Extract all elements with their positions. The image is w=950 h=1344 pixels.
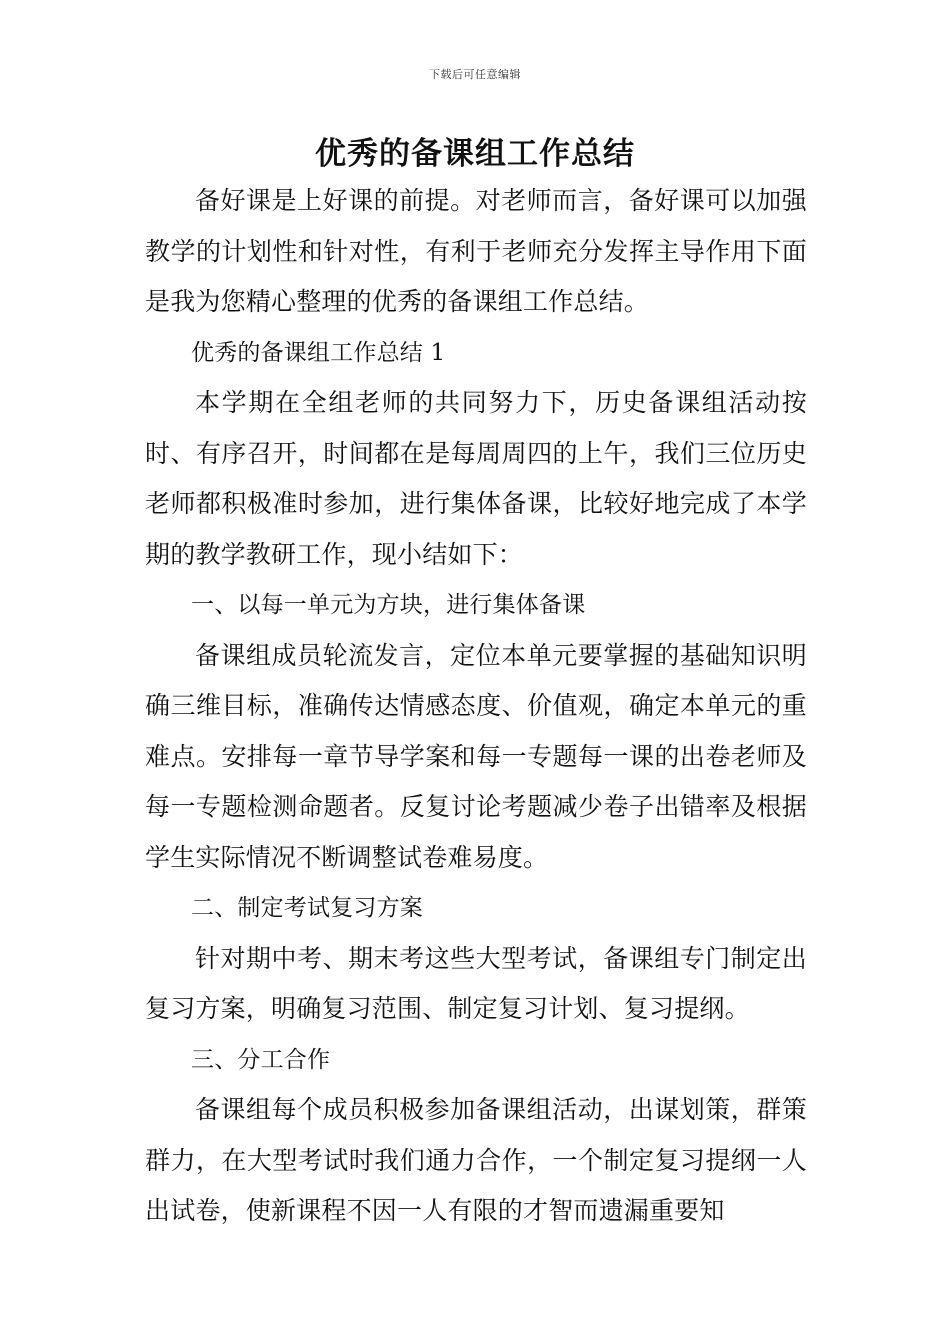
paragraph-section-3: 备课组每个成员积极参加备课组活动，出谋划策，群策群力，在大型考试时我们通力合作，一个制定复习提纲一人出试卷，使新课程不因一人有限的才智而遗漏重要知 <box>145 1095 807 1225</box>
section-heading-1: 一、以每一单元为方块，进行集体备课 <box>191 592 586 618</box>
section-heading-summary-1: 优秀的备课组工作总结 1 <box>191 339 446 366</box>
document-title: 优秀的备课组工作总结 <box>315 136 635 172</box>
paragraph-intro: 备好课是上好课的前提。对老师而言，备好课可以加强教学的计划性和针对性，有利于老师充分发挥主导作用下面是我为您精心整理的优秀的备课组工作总结。 <box>145 186 807 316</box>
paragraph-section-1: 备课组成员轮流发言，定位本单元要掌握的基础知识明确三维目标，准确传达情感态度、价值观，确定本单元的重难点。安排每一章节导学案和每一专题每一课的出卷老师及每一专题检测命题者。反复讨论考题减少卷子出错率及根据学生实际情况不断调整试卷难易度。 <box>145 640 807 872</box>
paragraph-section-2: 针对期中考、期末考这些大型考试，备课组专门制定出复习方案，明确复习范围、制定复习计划、复习提纲。 <box>145 943 807 1023</box>
section-heading-3: 三、分工合作 <box>191 1046 331 1073</box>
section-heading-2: 二、制定考试复习方案 <box>191 895 423 921</box>
header-note: 下载后可任意编辑 <box>429 68 521 81</box>
paragraph-overview: 本学期在全组老师的共同努力下，历史备课组活动按时、有序召开，时间都在是每周周四的上午，我们三位历史老师都积极准时参加，进行集体备课，比较好地完成了本学期的教学教研工作，现小结如下： <box>145 388 807 569</box>
document-body <box>145 176 807 1237</box>
